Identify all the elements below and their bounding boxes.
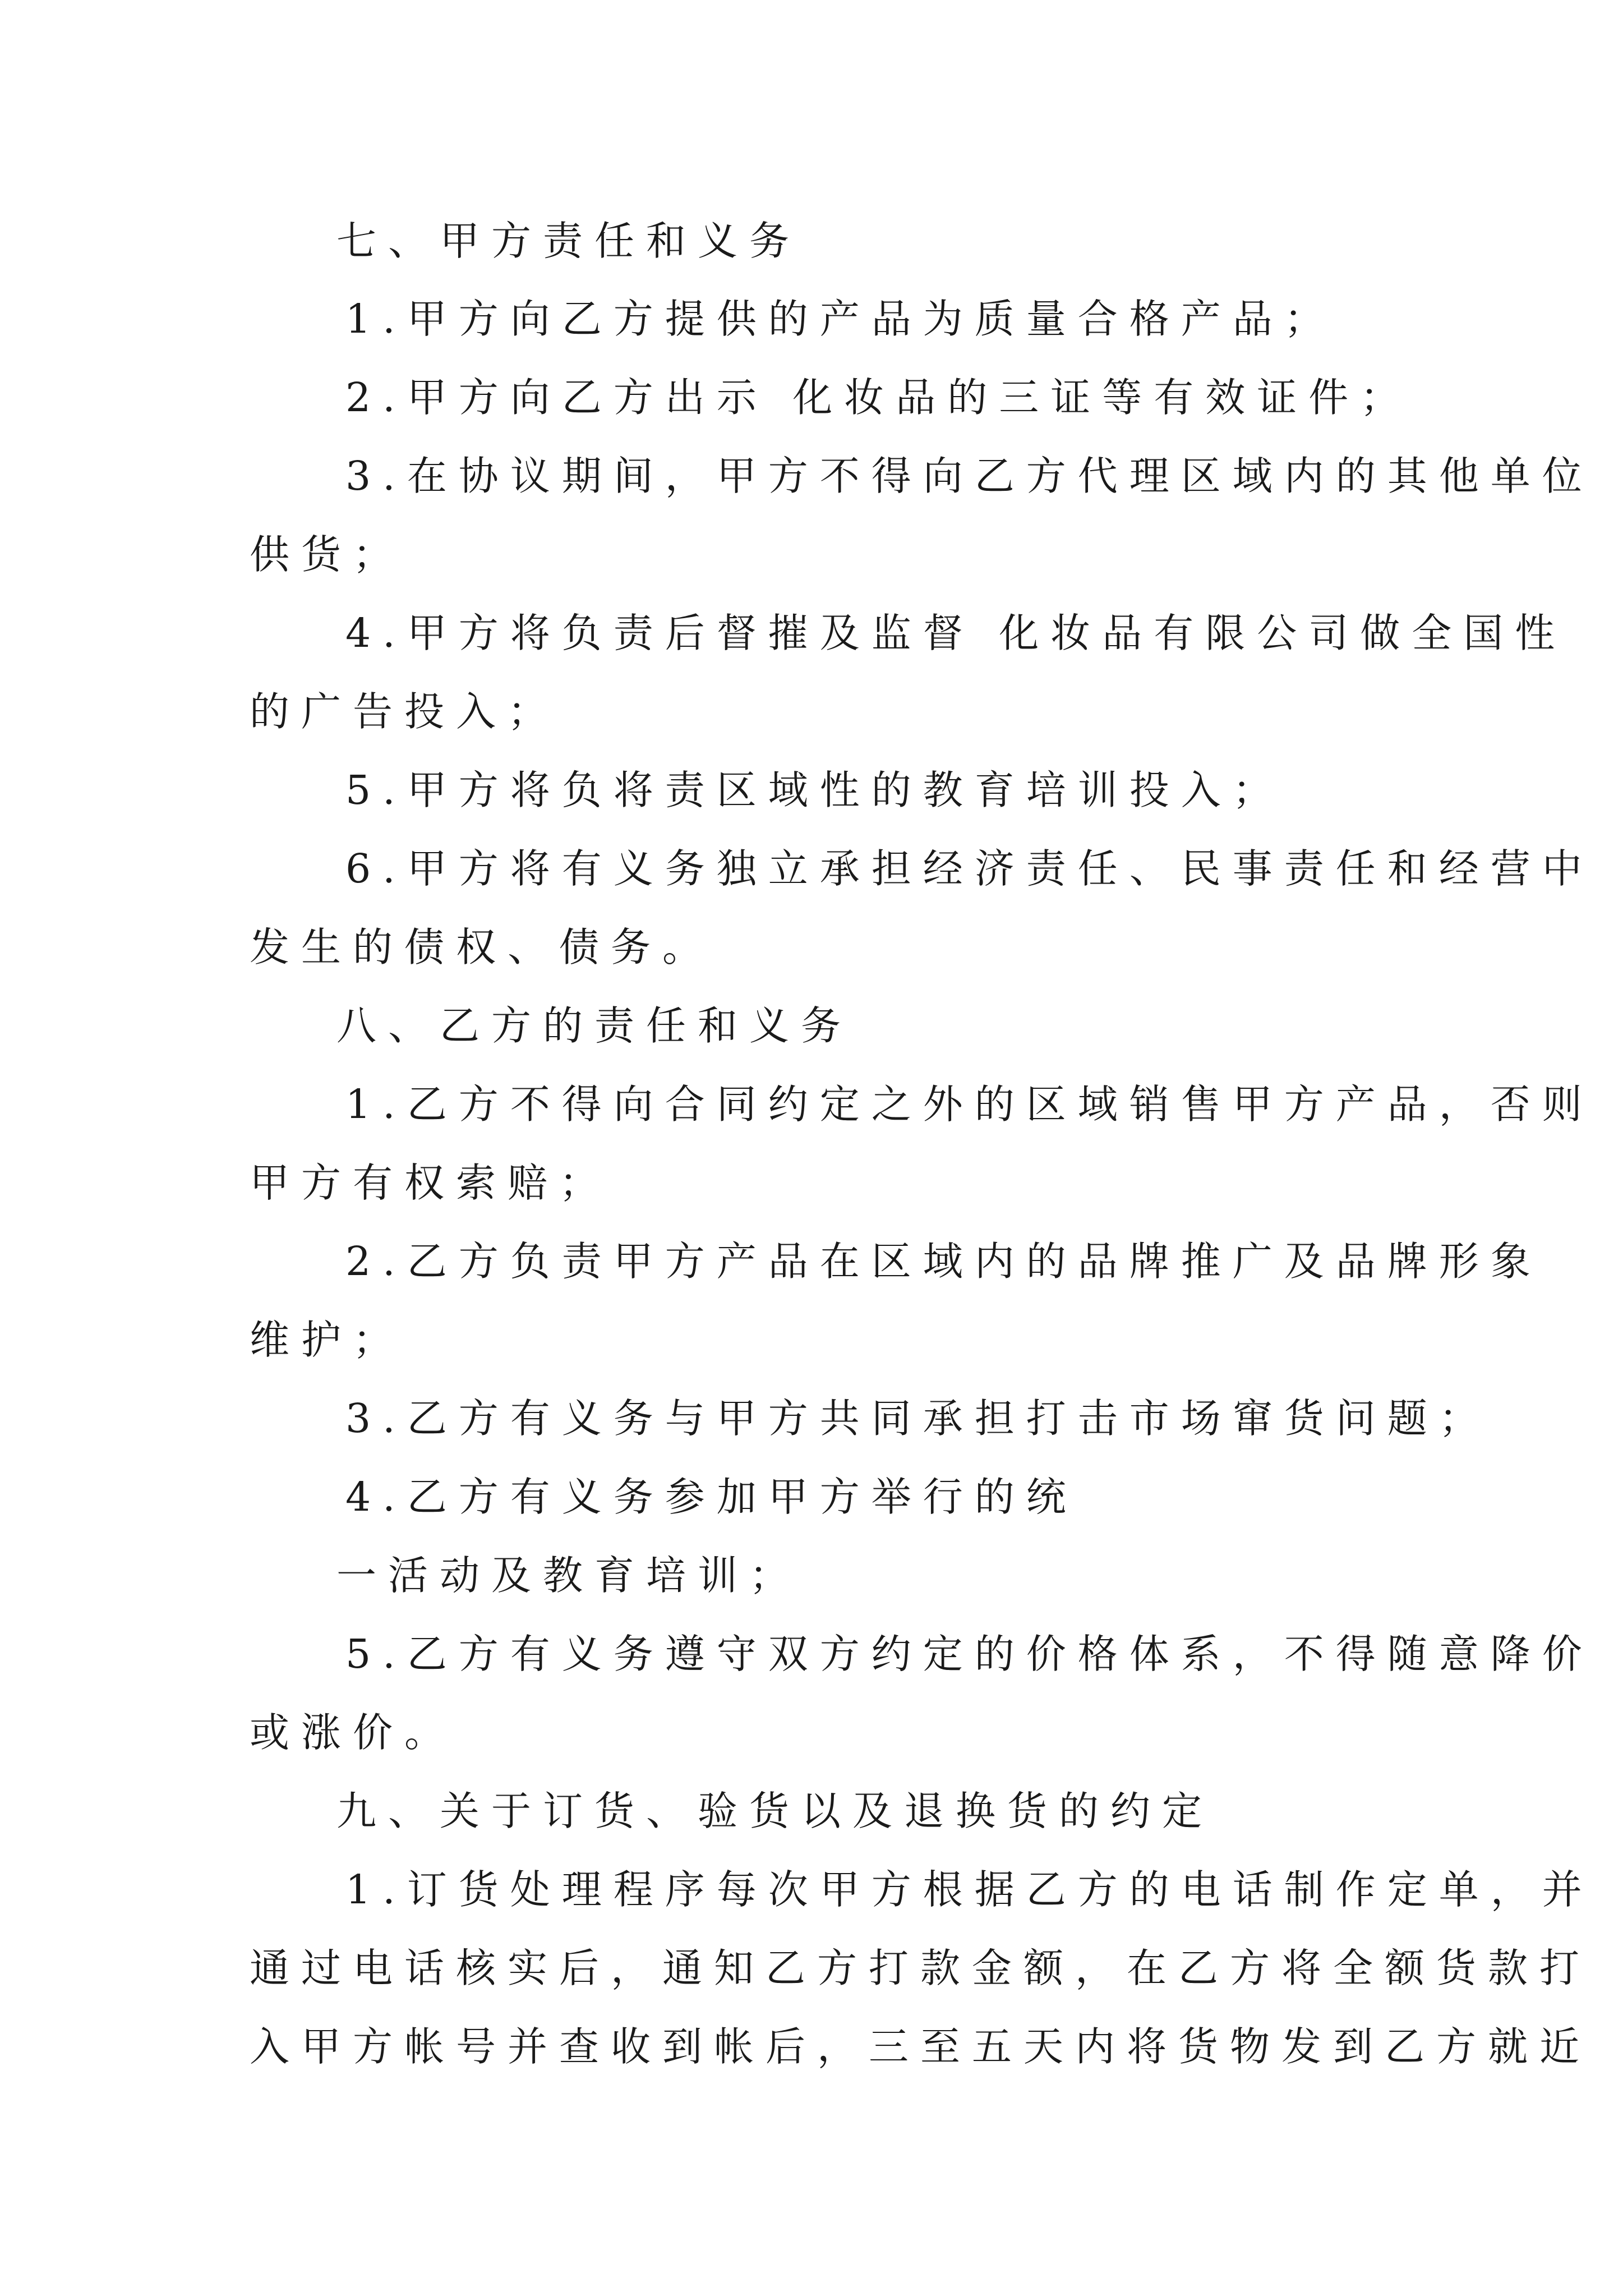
section-8-item-1-line-2: 甲方有权索赔； <box>250 1159 611 1206</box>
section-7-item-3-line-2: 供货； <box>250 531 405 578</box>
section-8-item-5-line-2: 或涨价。 <box>250 1709 457 1756</box>
section-7-item-4-line-1: 4.甲方将负责后督摧及监督 化妆品有限公司做全国性 <box>345 610 1567 656</box>
section-8-item-4-line-2: 一活动及教育培训； <box>336 1552 801 1599</box>
section-8-item-3: 3.乙方有义务与甲方共同承担打击市场窜货问题； <box>345 1395 1491 1442</box>
section-7-item-6-line-1: 6.甲方将有义务独立承担经济责任、民事责任和经营中 <box>345 845 1594 892</box>
section-9-item-1-line-3: 入甲方帐号并查收到帐后，三至五天内将货物发到乙方就近 <box>250 2023 1592 2070</box>
section-7-item-3-line-1: 3.在协议期间，甲方不得向乙方代理区域内的其他单位 <box>345 453 1594 499</box>
section-7-item-5: 5.甲方将负将责区域性的教育培训投入； <box>345 767 1284 813</box>
section-9-item-1-line-2: 通过电话核实后，通知乙方打款金额，在乙方将全额货款打 <box>250 1945 1592 1991</box>
section-8-item-2-line-1: 2.乙方负责甲方产品在区域内的品牌推广及品牌形象 <box>345 1238 1542 1285</box>
section-7-heading: 七、甲方责任和义务 <box>336 218 801 264</box>
section-8-heading: 八、乙方的责任和义务 <box>336 1002 853 1049</box>
section-7-item-4-line-2: 的广告投入； <box>250 688 560 735</box>
section-9-heading: 九、关于订货、验货以及退换货的约定 <box>336 1788 1214 1834</box>
section-8-item-1-line-1: 1.乙方不得向合同约定之外的区域销售甲方产品，否则 <box>345 1081 1594 1128</box>
section-8-item-5-line-1: 5.乙方有义务遵守双方约定的价格体系，不得随意降价 <box>345 1631 1594 1677</box>
section-7-item-6-line-2: 发生的债权、债务。 <box>250 924 714 970</box>
section-9-item-1-line-1: 1.订货处理程序每次甲方根据乙方的电话制作定单，并 <box>345 1866 1594 1913</box>
section-8-item-2-line-2: 维护； <box>250 1317 405 1363</box>
section-7-item-1: 1.甲方向乙方提供的产品为质量合格产品； <box>345 296 1336 342</box>
section-7-item-2: 2.甲方向乙方出示 化妆品的三证等有效证件； <box>345 374 1412 421</box>
section-8-item-4-line-1: 4.乙方有义务参加甲方举行的统 <box>345 1474 1078 1520</box>
